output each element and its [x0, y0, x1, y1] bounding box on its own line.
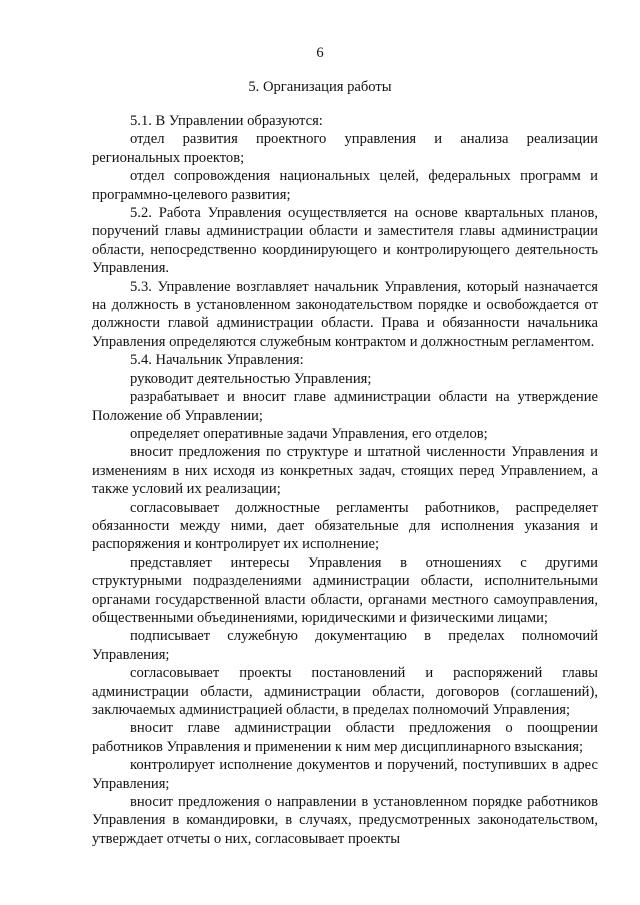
- document-body: [92, 112, 598, 848]
- paragraph: отдел сопровождения национальных целей, федеральных программ и программно-целевого развития;: [92, 168, 598, 203]
- paragraph: 5.1. В Управлении образуются:: [130, 113, 323, 129]
- paragraph: контролирует исполнение документов и поручений, поступивших в адрес Управления;: [92, 757, 598, 792]
- section-title: 5. Организация работы: [248, 79, 392, 95]
- paragraph: 5.3. Управление возглавляет начальник Управления, который назначается на должность в установленном законодательством порядке и освобождается от должности главой администрации области. Права и обязанности начальника Управления определяются служебным контрактом и должностным регламентом.: [92, 278, 598, 350]
- page-number: 6: [316, 45, 324, 61]
- paragraph: вносит предложения о направлении в установленном порядке работников Управления в командировки, в случаях, предусмотренных законодательством, утверждает отчеты о них, согласовывает проекты: [92, 794, 598, 847]
- paragraph: отдел развития проектного управления и анализа реализации региональных проектов;: [92, 131, 598, 166]
- paragraph: вносит предложения по структуре и штатной численности Управления и изменениям в них исходя из конкретных задач, стоящих перед Управлением, а также условий их реализации;: [92, 444, 598, 498]
- paragraph: согласовывает должностные регламенты работников, распределяет обязанности между ними, дает обязательные для исполнения указания и распоряжения и контролирует их исполнение;: [92, 499, 598, 553]
- paragraph: согласовывает проекты постановлений и распоряжений главы администрации области, администрации области, договоров (соглашений), заключаемых администрацией области, в пределах полномочий Управления;: [92, 665, 598, 718]
- paragraph: 5.4. Начальник Управления:: [130, 352, 304, 369]
- paragraph: определяет оперативные задачи Управления, его отделов;: [130, 425, 488, 442]
- paragraph: представляет интересы Управления в отношениях с другими структурными подразделениями администрации области, исполнительными органами государственной власти области, органами местного самоуправления, общественными объединениями, юридическими и физическими лицами;: [92, 554, 598, 626]
- paragraph: разрабатывает и вносит главе администрации области на утверждение Положение об Управлении;: [92, 389, 598, 424]
- paragraph: подписывает служебную документацию в пределах полномочий Управления;: [92, 628, 598, 663]
- paragraph: 5.2. Работа Управления осуществляется на основе квартальных планов, поручений главы администрации области и заместителя главы администрации области, непосредственно координирующего и контролирующего деятельность Управления.: [92, 205, 598, 277]
- paragraph: вносит главе администрации области предложения о поощрении работников Управления и применении к ним мер дисциплинарного взыскания;: [92, 720, 598, 755]
- paragraph: руководит деятельностью Управления;: [130, 370, 372, 387]
